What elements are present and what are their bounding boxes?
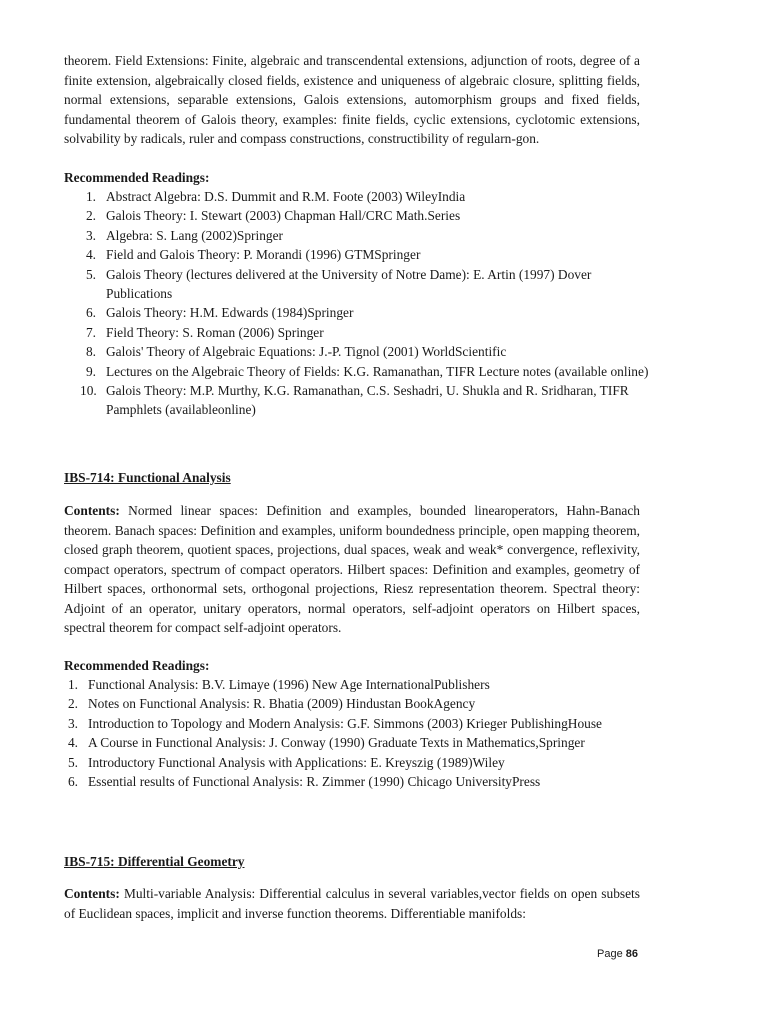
contents-paragraph-715: Contents: Multi-variable Analysis: Differential calculus in several variables,vector fields on open subsets of Euclidean spaces, implicit and inverse function theorems. Differentiable manifolds: — [64, 886, 640, 921]
section-title-ibs-714: IBS-714: Functional Analysis — [64, 470, 231, 485]
page-label: Page — [597, 948, 626, 960]
list-item: 9. Lectures on the Algebraic Theory of Fields: K.G. Ramanathan, TIFR Lecture notes (available online) — [85, 363, 649, 379]
recommended-readings-heading: Recommended Readings: — [64, 658, 210, 673]
list-item: 7. Field Theory: S. Roman (2006) Springer — [85, 324, 324, 340]
list-item: 6. Galois Theory: H.M. Edwards (1984)Springer — [85, 305, 354, 321]
list-item: 3. Introduction to Topology and Modern Analysis: G.F. Simmons (2003) Krieger PublishingHouse — [67, 715, 603, 731]
readings-list-1 — [80, 187, 650, 420]
page-number: 86 — [625, 948, 638, 960]
page-footer — [597, 948, 638, 960]
list-item: 3. Algebra: S. Lang (2002)Springer — [85, 227, 284, 243]
list-item: 4. Field and Galois Theory: P. Morandi (1996) GTMSpringer — [85, 247, 421, 263]
list-item: 2. Galois Theory: I. Stewart (2003) Chapman Hall/CRC Math.Series — [85, 208, 461, 224]
contents-label: Contents: — [64, 503, 120, 518]
list-item: 8. Galois' Theory of Algebraic Equations: J.-P. Tignol (2001) WorldScientific — [85, 344, 507, 360]
list-item: 1. Functional Analysis: B.V. Limaye (1996) New Age InternationalPublishers — [67, 677, 490, 692]
intro-paragraph: theorem. Field Extensions: Finite, algebraic and transcendental extensions, adjunction of roots, degree of a finite extension, algebraically closed fields, existence and uniqueness of algebraic closure, splitting fields, normal extensions, separable extensions, Galois extensions, automorphism groups and fixed fields, fundamental theorem of Galois theory, examples: finite fields, cyclic extensions, cyclotomic extensions, solvability by radicals, ruler and compass constructions, constructibility of regularn-gon. — [64, 53, 640, 146]
list-item: 5. Introductory Functional Analysis with Applications: E. Kreyszig (1989)Wiley — [67, 754, 505, 770]
recommended-readings-heading: Recommended Readings: — [64, 170, 210, 185]
contents-paragraph-714: Contents: Normed linear spaces: Definition and examples, bounded linearoperators, Hahn-Banach theorem. Banach spaces: Definition and examples, uniform boundedness principle, open mapping theorem, closed graph theorem, quotient spaces, projections, dual spaces, weak and weak* convergence, reflexivity, compact operators, spectrum of compact operators. Hilbert spaces: Definition and examples, geometry of Hilbert spaces, orthonormal sets, orthogonal projections, Riesz representation theorem. Spectral theory: Adjoint of an operator, unitary operators, normal operators, self-adjoint operators on Hilbert spaces, spectral theorem for compact self-adjoint operators. — [64, 503, 640, 635]
list-item: 5. Galois Theory (lectures delivered at the University of Notre Dame): E. Artin (1997) Dover Publications — [85, 266, 592, 302]
section-title-ibs-715: IBS-715: Differential Geometry — [64, 854, 245, 869]
list-item: 6. Essential results of Functional Analysis: R. Zimmer (1990) Chicago UniversityPress — [67, 774, 541, 790]
contents-label: Contents: — [64, 886, 120, 901]
list-item: 4. A Course in Functional Analysis: J. Conway (1990) Graduate Texts in Mathematics,Springer — [67, 735, 585, 751]
list-item: 1. Abstract Algebra: D.S. Dummit and R.M. Foote (2003) WileyIndia — [85, 189, 466, 204]
readings-list-714 — [62, 675, 652, 791]
list-item: 10. Galois Theory: M.P. Murthy, K.G. Ramanathan, C.S. Seshadri, U. Shukla and R. Sridharan, TIFR Pamphlets (availableonline) — [80, 383, 629, 418]
list-item: 2. Notes on Functional Analysis: R. Bhatia (2009) Hindustan BookAgency — [67, 696, 476, 712]
